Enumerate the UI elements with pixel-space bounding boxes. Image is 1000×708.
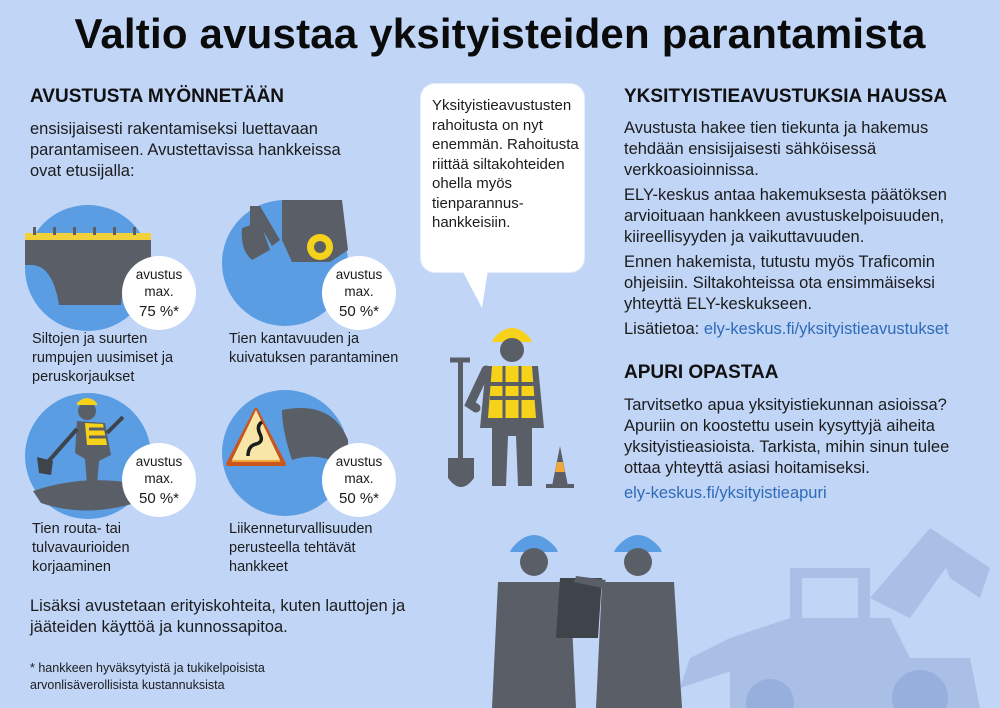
right-p4: Tarvitsetko apua yksityistiekunnan asioissa? Apuriin on koostettu usein kysyttyjä aiheita yksityistieasioista. Tarkista, mihin sinun tulee ottaa yhteyttä asiasi hoitamiseksi. xyxy=(624,396,950,477)
caption-excavator: Tien kantavuuden ja kuivatuksen parantaminen xyxy=(229,331,399,366)
right-p2: ELY-keskus antaa hakemuksesta päätöksen arvioituaan hankkeen avustuskelpoisuuden, kiireellisyyden ja vaikuttavuuden. xyxy=(624,186,947,246)
left-intro: ensisijaisesti rakentamiseksi luettavaan parantamiseen. Avustettavissa hankkeissa ovat etusijalla: xyxy=(30,120,341,180)
badge-digging: avustus max. 50 %* xyxy=(122,443,196,517)
more-info-line xyxy=(624,319,984,340)
left-extra: Lisäksi avustetaan erityiskohteita, kuten lauttojen ja jääteiden käyttöä ja kunnossapitoa. xyxy=(30,597,406,636)
footnote: * hankkeen hyväksytyistä ja tukikelpoisista arvonlisäverollisista kustannuksista xyxy=(30,661,265,692)
right-text-block xyxy=(624,118,984,344)
apuri-link[interactable]: ely-keskus.fi/yksityistieapuri xyxy=(624,484,827,502)
caption-bridge: Siltojen ja suurten rumpujen uusimiset ja peruskorjaukset xyxy=(32,331,174,385)
avustukset-link[interactable]: ely-keskus.fi/yksityistieavustukset xyxy=(703,320,949,338)
speech-text: Yksityistieavustusten rahoitusta on nyt enemmän. Rahoitusta riittää siltakohteiden ohella myös tienparannus-hankkeisiin. xyxy=(432,97,579,231)
badge-excavator: avustus max. 50 %* xyxy=(322,256,396,330)
faded-excavator-icon xyxy=(670,508,1000,708)
heading-apuri: APURI OPASTAA xyxy=(624,362,779,383)
heading-haussa: YKSITYISTIEAVUSTUKSIA HAUSSA xyxy=(624,86,948,107)
caption-road-sign: Liikenneturvallisuuden perusteella tehtävät hankkeet xyxy=(229,521,373,575)
speech-bubble-tail-icon xyxy=(462,270,502,310)
badge-bridge: avustus max. 75 %* xyxy=(122,256,196,330)
two-workers-icon xyxy=(490,518,710,708)
caption-digging: Tien routa- tai tulvavaurioiden korjaaminen xyxy=(32,521,130,575)
more-info-label: Lisätietoa: xyxy=(624,320,704,338)
badge-road-sign: avustus max. 50 %* xyxy=(322,443,396,517)
heading-avustusta: AVUSTUSTA MYÖNNETÄÄN xyxy=(30,86,285,107)
right-p1: Avustusta hakee tien tiekunta ja hakemus tehdään ensisijaisesti sähköisessä verkkoasioinnissa. xyxy=(624,119,929,179)
apuri-text-block xyxy=(624,395,984,508)
worker-with-shovel-icon xyxy=(440,318,590,508)
right-p3: Ennen hakemista, tutustu myös Traficomin ohjeisiin. Siltakohteissa ota ensimmäiseksi yhteyttä ELY-keskukseen. xyxy=(624,253,935,313)
page-title: Valtio avustaa yksityisteiden parantamista xyxy=(74,10,926,57)
